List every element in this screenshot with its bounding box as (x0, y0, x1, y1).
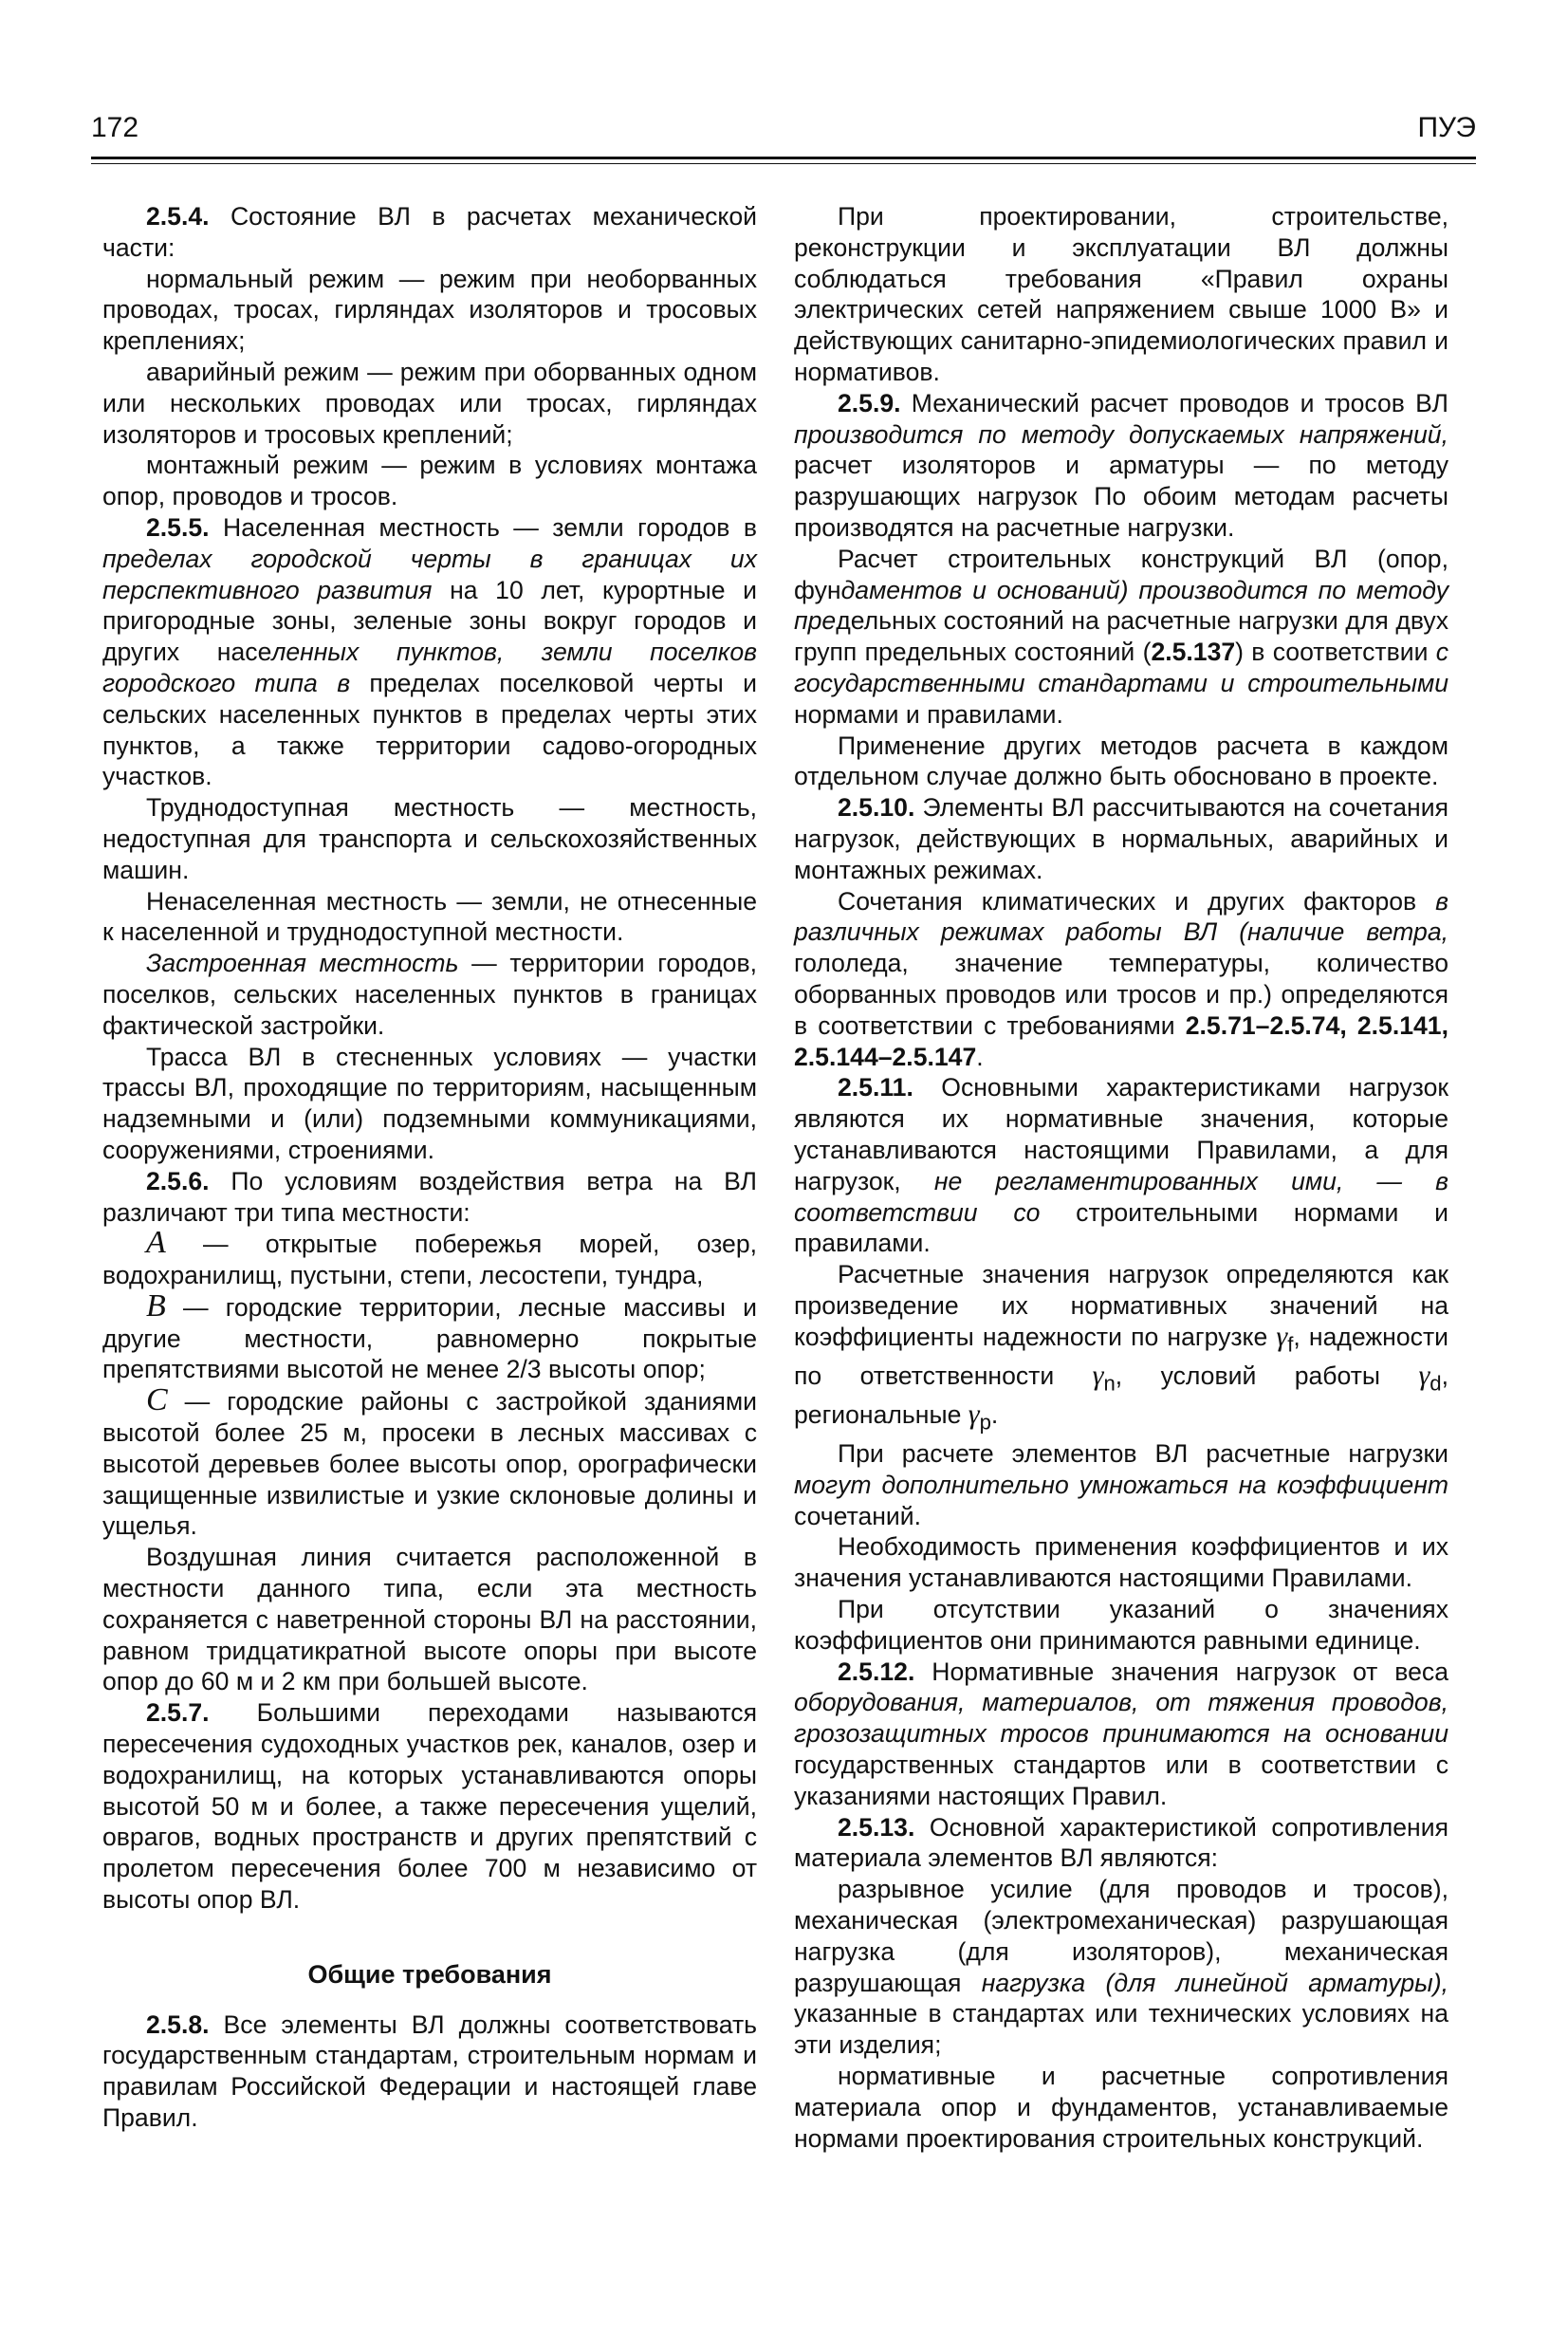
paragraph-text: , надежности по ответственности (794, 1322, 1448, 1390)
clause-number: 2.5.8. (146, 2009, 210, 2039)
left-column (102, 201, 757, 2134)
paragraph-text: государственных стандартов или в соответствии с указаниями настоящих Правил. (794, 1750, 1448, 1810)
paragraph-text: Сочетания климатических и других факторов (838, 886, 1436, 916)
paragraph-text: разрывное усилие (для проводов и тросов), механическая (электромеханическая) разрушающая нагрузка (для изоляторов), механическая разрушающая (794, 1875, 1448, 1997)
paragraph-text: дельных состояний на расчетные нагрузки для двух групп предельных состояний ( (794, 606, 1448, 667)
paragraph (102, 201, 757, 264)
italic-text: не регламентированных ими, — в соответствии со (794, 1166, 1449, 1227)
paragraph-text: При расчете элементов ВЛ расчетные нагрузки (838, 1439, 1448, 1469)
paragraph: Применение других методов расчета в каждом отдельном случае должно быть обосновано в проекте. (794, 731, 1448, 791)
italic-text: даментов и оснований) производится по методу пре (794, 575, 1448, 636)
paragraph (794, 1259, 1448, 1438)
italic-text: с государственными стандартами и строительными (794, 638, 1448, 697)
paragraph: аварийный режим — режим при оборванных одном или нескольких проводах или тросах, гирляндах изоляторов и тросовых креплений; (102, 357, 757, 449)
paragraph (794, 1438, 1448, 1531)
paragraph-text: ) в соответствии (1235, 638, 1436, 667)
paragraph (102, 1166, 757, 1229)
paragraph-text: на 10 лет, курортные и пригородные зоны, зеленые зоны вокруг городов и других насе (102, 575, 758, 667)
paragraph-text: строительными нормами и правилами. (794, 1197, 1448, 1258)
paragraph (102, 1697, 757, 1916)
paragraph (102, 1225, 757, 1291)
clause-number: 2.5.9. (838, 388, 901, 417)
paragraph-text: Населенная местность — земли городов в (209, 512, 757, 542)
gamma-symbol: γ (1092, 1359, 1104, 1391)
paragraph (794, 886, 1448, 1073)
paragraph-text: , региональные (794, 1361, 1448, 1429)
paragraph (102, 948, 757, 1041)
italic-text: ленных пунктов, земли поселков городского типа в (102, 638, 757, 697)
gamma-subscript: d (1430, 1371, 1442, 1396)
paragraph-text: расчет изоляторов и арматуры — по методу разрушающих нагрузок По обоим методам расчеты производятся на расчетные нагрузки. (794, 451, 1448, 542)
paragraph (794, 792, 1448, 885)
gamma-symbol: γ (968, 1398, 980, 1430)
paragraph-text: сочетаний. (794, 1501, 922, 1530)
italic-text: пределах городской черты в границах их перспективного развития (102, 544, 757, 604)
gamma-subscript: p (979, 1410, 991, 1435)
running-head: ПУЭ (1417, 112, 1476, 143)
paragraph: нормальный режим — режим при необорванных проводах, тросах, гирляндах изоляторов и тросовых креплениях; (102, 264, 757, 356)
gamma-symbol: γ (1418, 1359, 1430, 1391)
paragraph: При отсутствии указаний о значениях коэффициентов они принимаются равными единице. (794, 1595, 1448, 1655)
gamma-subscript: f (1287, 1332, 1294, 1356)
clause-number: 2.5.10. (838, 793, 915, 823)
italic-text: производится по методу допускаемых напряжений, (794, 419, 1448, 449)
paragraph-text: Элементы ВЛ рассчитываются на сочетания нагрузок, действующих в нормальных, аварийных и монтажных режимах. (794, 793, 1448, 884)
terrain-letter: В (146, 1287, 166, 1324)
page-header (91, 112, 1476, 156)
paragraph: Трасса ВЛ в стесненных условиях — участки трассы ВЛ, проходящие по территориям, насыщенным надземными и (или) подземными коммуникациями, сооружениями, строениями. (102, 1042, 757, 1164)
paragraph-text: — городские территории, лесные массивы и другие местности, равномерно покрытые препятствиями высотой не менее 2/3 высоты опор; (102, 1292, 757, 1384)
terrain-letter: С (146, 1382, 168, 1418)
italic-text: оборудования, материалов, от тяжения проводов, грозозащитных тросов принимаются на основании (794, 1688, 1448, 1749)
paragraph-text: Механический расчет проводов и тросов ВЛ (900, 388, 1448, 417)
right-column (794, 201, 1448, 2154)
gamma-subscript: n (1103, 1371, 1116, 1396)
gamma-symbol: γ (1276, 1320, 1288, 1352)
italic-text: в различных режимах работы ВЛ (наличие ветра, (794, 886, 1448, 947)
paragraph-text: Состояние ВЛ в расчетах механической части: (102, 202, 757, 262)
paragraph-text: — открытые побережья морей, озер, водохранилищ, пустыни, степи, лесостепи, тундра, (102, 1230, 757, 1290)
paragraph (794, 1812, 1448, 1875)
paragraph (102, 1287, 757, 1385)
header-rule (91, 157, 1476, 159)
clause-number: 2.5.6. (146, 1166, 210, 1195)
paragraph (102, 2009, 757, 2134)
paragraph: Необходимость применения коэффициентов и их значения устанавливаются настоящими Правилами. (794, 1532, 1448, 1593)
clause-number: 2.5.12. (838, 1657, 915, 1686)
clause-number: 2.5.4. (146, 202, 210, 231)
paragraph: монтажный режим — режим в условиях монтажа опор, проводов и тросов. (102, 451, 757, 511)
paragraph-text: — городские районы с застройкой зданиями высотой более 25 м, просеки в лесных массивах с высотой деревьев более высоты опор, орографически защищенные извилистые и узкие склоновые долины и ущелья. (102, 1387, 757, 1541)
clause-reference: 2.5.137 (1151, 638, 1236, 667)
paragraph-text: Основными характеристиками нагрузок являются их нормативные значения, которые устанавливаются настоящими Правилами, а для нагрузок, (794, 1073, 1448, 1195)
paragraph-text: Основной характеристикой сопротивления материала элементов ВЛ являются: (794, 1812, 1448, 1873)
paragraph (794, 1874, 1448, 2061)
clause-number: 2.5.11. (838, 1073, 913, 1102)
paragraph-text: — территории городов, поселков, сельских населенных пунктов в границах фактической застройки. (102, 949, 757, 1040)
paragraph (794, 388, 1448, 544)
paragraph (794, 1072, 1448, 1259)
italic-text: нагрузка (для линейной арматуры), (981, 1968, 1448, 1997)
paragraph-text: гололеда, значение температуры, количество оборванных проводов или тросов и пр.) определяются в соответствии с требованиями (794, 949, 1448, 1040)
terrain-letter: А (146, 1225, 166, 1261)
paragraph-text: . (990, 1399, 999, 1429)
paragraph-text: , условий работы (1115, 1361, 1419, 1390)
paragraph: Воздушная линия считается расположенной в местности данного типа, если эта местность сохраняется с наветренной стороны ВЛ на расстоянии, равном тридцатикратной высоте опоры при высоте опор до 60 м и 2 км при большей высоте. (102, 1543, 757, 1696)
paragraph (794, 544, 1448, 731)
paragraph: При проектировании, строительстве, реконструкции и эксплуатации ВЛ должны соблюдаться требования «Правил охраны электрических сетей напряжением свыше 1000 В» и действующих санитарно-эпидемиологических правил и нормативов. (794, 202, 1448, 386)
paragraph-text: . (976, 1042, 984, 1071)
paragraph (102, 1382, 757, 1542)
clause-number: 2.5.7. (146, 1698, 210, 1728)
paragraph-text: указанные в стандартах или технических условиях на эти изделия; (794, 1999, 1448, 2060)
paragraph-text: Расчетные значения нагрузок определяются как произведение их нормативных значений на коэффициенты надежности по нагрузке (794, 1260, 1448, 1351)
paragraph-text: Большими переходами называются пересечения судоходных участков рек, каналов, озер и водохранилищ, на которых устанавливаются опоры высотой 50 м и более, а также пересечения ущелий, оврагов, водных пространств и других препятствий с пролетом пересечения более 700 м независимо от высоты опор ВЛ. (102, 1698, 757, 1915)
paragraph: Труднодоступная местность — местность, недоступная для транспорта и сельскохозяйственных машин. (102, 793, 757, 884)
clause-number: 2.5.5. (146, 512, 210, 542)
paragraph (794, 1657, 1448, 1812)
paragraph (102, 512, 757, 792)
clause-number: 2.5.13. (838, 1812, 915, 1842)
paragraph-text: Все элементы ВЛ должны соответствовать государственным стандартам, строительным нормам и правилам Российской Федерации и настоящей главе Правил. (102, 2009, 757, 2133)
page-number: 172 (91, 112, 139, 143)
paragraph: нормативные и расчетные сопротивления материала опор и фундаментов, устанавливаемые нормами проектирования строительных конструкций. (794, 2061, 1448, 2153)
section-heading: Общие требования (307, 1959, 552, 1989)
paragraph-text: Расчет строительных конструкций ВЛ (опор, фун (794, 544, 1448, 604)
paragraph-text: Нормативные значения нагрузок от веса (914, 1657, 1448, 1686)
paragraph-text: По условиям воздействия ветра на ВЛ различают три типа местности: (102, 1166, 757, 1227)
clause-reference: 2.5.71–2.5.74, 2.5.141, 2.5.144–2.5.147 (794, 1010, 1448, 1071)
paragraph-text: нормами и правилами. (794, 699, 1063, 729)
paragraph-text: пределах поселковой черты и сельских населенных пунктов в пределах черты этих пунктов, а также территории садово-огородных участков. (102, 668, 757, 791)
italic-text: Застроенная местность (146, 949, 459, 978)
italic-text: могут дополнительно умножаться на коэффициент (794, 1470, 1448, 1499)
paragraph: Ненаселенная местность — земли, не отнесенные к населенной и труднодоступной местности. (102, 886, 757, 947)
header-rule-thin (91, 163, 1476, 164)
